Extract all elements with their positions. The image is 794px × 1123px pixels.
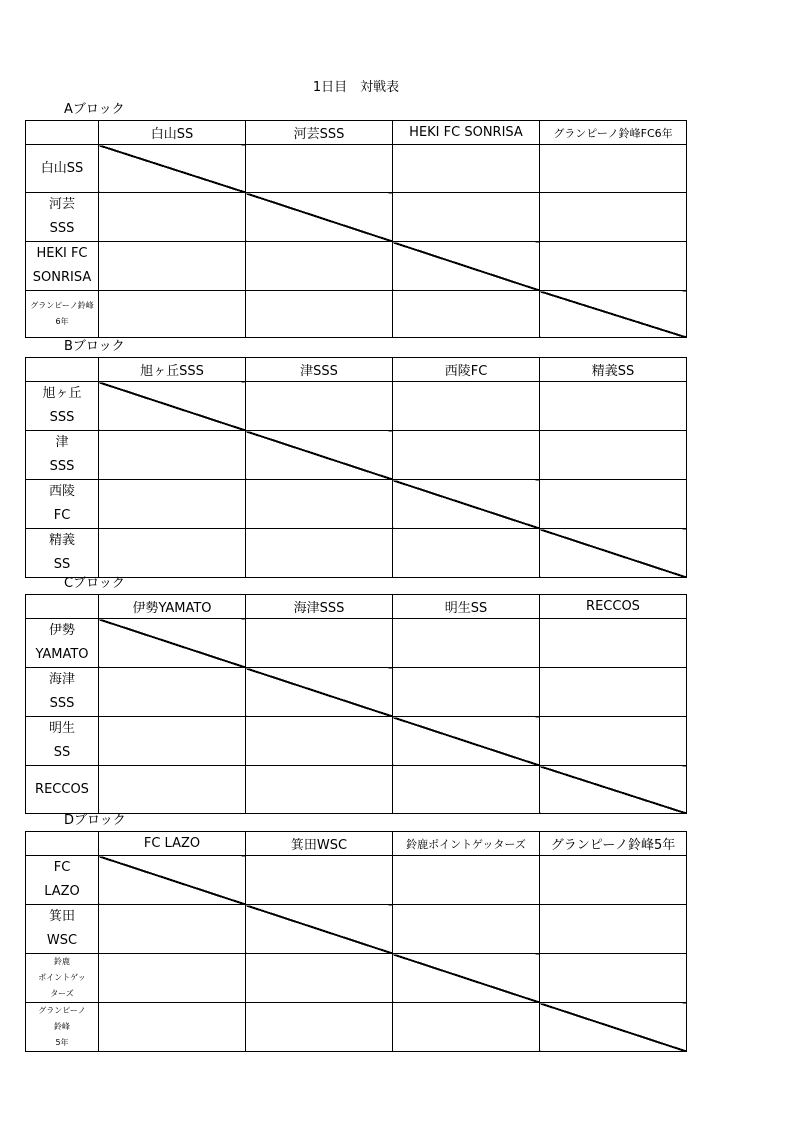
row-header: 明生 SS [26, 717, 99, 766]
result-cell[interactable] [393, 193, 540, 242]
row-header: 西陵 FC [26, 480, 99, 529]
corner-cell [26, 358, 99, 382]
result-cell[interactable] [246, 1003, 393, 1052]
corner-cell [26, 595, 99, 619]
result-cell[interactable] [99, 1003, 246, 1052]
row-header: 鈴鹿 ポイントゲッ ターズ [26, 954, 99, 1003]
result-cell[interactable] [99, 480, 246, 529]
result-cell[interactable] [99, 766, 246, 814]
self-match-cell [540, 1003, 687, 1052]
result-cell[interactable] [393, 291, 540, 338]
result-cell[interactable] [393, 619, 540, 668]
self-match-cell [393, 717, 540, 766]
row-header: 海津 SSS [26, 668, 99, 717]
column-header: 津SSS [246, 358, 393, 382]
block-a-label: Aブロック [64, 102, 125, 117]
self-match-cell [246, 905, 393, 954]
column-header: 河芸SSS [246, 121, 393, 145]
column-header: グランピーノ鈴峰5年 [540, 832, 687, 856]
result-cell[interactable] [246, 619, 393, 668]
row-header: グランピーノ鈴峰 6年 [26, 291, 99, 338]
result-cell[interactable] [540, 668, 687, 717]
row-header: 精義 SS [26, 529, 99, 578]
result-cell[interactable] [99, 529, 246, 578]
column-header: グランピーノ鈴峰FC6年 [540, 121, 687, 145]
column-header: 旭ヶ丘SSS [99, 358, 246, 382]
row-header: 白山SS [26, 145, 99, 193]
column-header: 西陵FC [393, 358, 540, 382]
self-match-cell [540, 529, 687, 578]
block-a-table [25, 120, 687, 338]
self-match-cell [99, 382, 246, 431]
result-cell[interactable] [246, 480, 393, 529]
result-cell[interactable] [99, 193, 246, 242]
page-title: 1日目 対戦表 [312, 80, 400, 95]
row-header: RECCOS [26, 766, 99, 814]
block-b-table [25, 357, 687, 578]
result-cell[interactable] [246, 242, 393, 291]
self-match-cell [99, 619, 246, 668]
result-cell[interactable] [99, 291, 246, 338]
result-cell[interactable] [393, 668, 540, 717]
row-header: FC LAZO [26, 856, 99, 905]
self-match-cell [393, 954, 540, 1003]
result-cell[interactable] [246, 382, 393, 431]
result-cell[interactable] [393, 856, 540, 905]
result-cell[interactable] [540, 619, 687, 668]
result-cell[interactable] [393, 382, 540, 431]
result-cell[interactable] [246, 291, 393, 338]
result-cell[interactable] [393, 905, 540, 954]
corner-cell [26, 121, 99, 145]
result-cell[interactable] [540, 856, 687, 905]
row-header: 旭ヶ丘 SSS [26, 382, 99, 431]
result-cell[interactable] [540, 954, 687, 1003]
self-match-cell [246, 193, 393, 242]
column-header: RECCOS [540, 595, 687, 619]
result-cell[interactable] [393, 145, 540, 193]
self-match-cell [393, 242, 540, 291]
result-cell[interactable] [393, 529, 540, 578]
row-header: グランピーノ 鈴峰 5年 [26, 1003, 99, 1052]
column-header: 海津SSS [246, 595, 393, 619]
column-header: 伊勢YAMATO [99, 595, 246, 619]
result-cell[interactable] [540, 382, 687, 431]
row-header: 伊勢 YAMATO [26, 619, 99, 668]
result-cell[interactable] [393, 766, 540, 814]
result-cell[interactable] [99, 954, 246, 1003]
result-cell[interactable] [393, 431, 540, 480]
self-match-cell [540, 291, 687, 338]
result-cell[interactable] [540, 431, 687, 480]
self-match-cell [99, 856, 246, 905]
result-cell[interactable] [246, 529, 393, 578]
result-cell[interactable] [246, 954, 393, 1003]
self-match-cell [246, 431, 393, 480]
column-header: 明生SS [393, 595, 540, 619]
column-header: HEKI FC SONRISA [393, 121, 540, 145]
self-match-cell [393, 480, 540, 529]
result-cell[interactable] [540, 905, 687, 954]
block-b-label: Bブロック [64, 339, 125, 354]
result-cell[interactable] [99, 431, 246, 480]
result-cell[interactable] [246, 717, 393, 766]
self-match-cell [246, 668, 393, 717]
self-match-cell [99, 145, 246, 193]
result-cell[interactable] [99, 668, 246, 717]
column-header: FC LAZO [99, 832, 246, 856]
result-cell[interactable] [99, 905, 246, 954]
result-cell[interactable] [540, 717, 687, 766]
result-cell[interactable] [540, 242, 687, 291]
column-header: 白山SS [99, 121, 246, 145]
self-match-cell [540, 766, 687, 814]
column-header: 箕田WSC [246, 832, 393, 856]
column-header: 鈴鹿ポイントゲッターズ [393, 832, 540, 856]
block-c-table [25, 594, 687, 814]
result-cell[interactable] [540, 145, 687, 193]
row-header: 津 SSS [26, 431, 99, 480]
column-header: 精義SS [540, 358, 687, 382]
result-cell[interactable] [99, 242, 246, 291]
block-c-label: Cブロック [64, 576, 125, 591]
result-cell[interactable] [99, 717, 246, 766]
result-cell[interactable] [246, 766, 393, 814]
block-d-table [25, 831, 687, 1052]
result-cell[interactable] [393, 1003, 540, 1052]
row-header: 箕田 WSC [26, 905, 99, 954]
block-d-label: Dブロック [64, 813, 126, 828]
result-cell[interactable] [246, 856, 393, 905]
result-cell[interactable] [540, 480, 687, 529]
result-cell[interactable] [246, 145, 393, 193]
row-header: HEKI FC SONRISA [26, 242, 99, 291]
corner-cell [26, 832, 99, 856]
result-cell[interactable] [540, 193, 687, 242]
row-header: 河芸 SSS [26, 193, 99, 242]
